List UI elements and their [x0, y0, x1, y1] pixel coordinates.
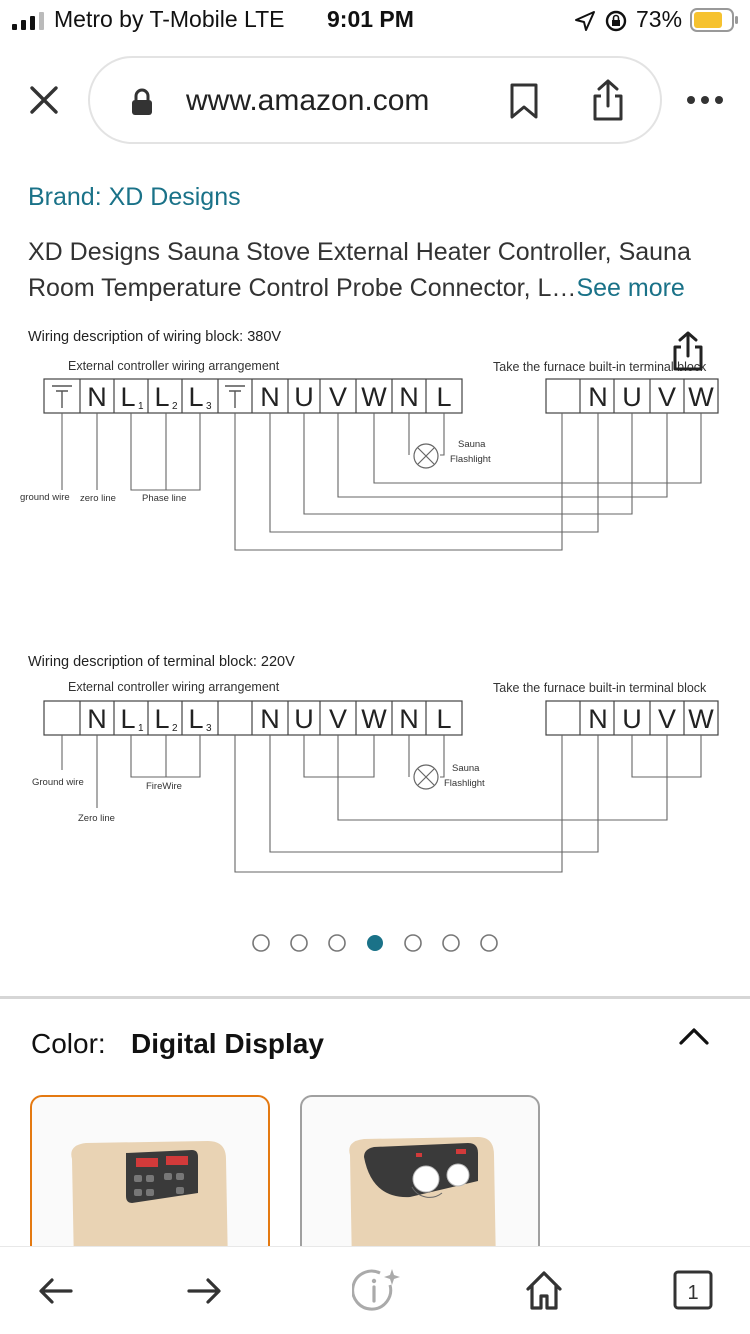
terminal-right-w: W	[688, 382, 714, 412]
close-icon[interactable]	[28, 84, 60, 116]
diagram-220v	[28, 654, 718, 872]
tab-count: 1	[687, 1282, 699, 1304]
firewire-label: FireWire	[146, 781, 182, 792]
terminal-n3: N	[399, 704, 419, 734]
terminal-n3: N	[399, 382, 419, 412]
status-bar	[0, 0, 750, 44]
location-icon	[574, 10, 596, 32]
terminal-l2-sub: 2	[172, 723, 178, 734]
rotation-lock-icon	[604, 9, 628, 33]
knob-controller-image	[302, 1097, 540, 1265]
terminal-right-u: U	[622, 704, 642, 734]
product-title-line-1: XD Designs Sauna Stove External Heater Controller, Sauna	[28, 238, 691, 266]
terminal-l3: L	[188, 704, 204, 734]
terminal-v: V	[328, 704, 348, 734]
signal-icon	[12, 12, 48, 30]
terminal-l: L	[436, 704, 452, 734]
carousel-dot[interactable]	[367, 935, 383, 951]
digital-controller-image	[32, 1097, 270, 1265]
product-title	[28, 234, 728, 306]
lock-icon	[130, 88, 154, 116]
url-text[interactable]: www.amazon.com	[186, 84, 430, 117]
terminal-w: W	[361, 704, 387, 734]
variant-value: Digital Display	[131, 1028, 324, 1059]
variant-swatch-digital-display[interactable]	[30, 1095, 270, 1265]
terminal-l2: L	[154, 704, 170, 734]
image-carousel-dots[interactable]	[0, 932, 750, 954]
zero-line-label: zero line	[80, 493, 116, 504]
sauna-lamp-label-2: Flashlight	[450, 454, 491, 465]
terminal-l3-sub: 3	[206, 401, 212, 412]
terminal-u: U	[294, 704, 314, 734]
carousel-dot[interactable]	[329, 935, 345, 951]
diagram-220v-right-caption: Take the furnace built-in terminal block	[493, 681, 707, 695]
diagram-380v	[20, 329, 718, 731]
variant-label: Color:	[31, 1028, 106, 1059]
terminal-l1: L	[120, 704, 136, 734]
terminal-n: N	[87, 704, 107, 734]
terminal-n: N	[87, 382, 107, 412]
phase-line-label: Phase line	[142, 493, 187, 504]
more-options-icon[interactable]	[686, 94, 724, 106]
browser-toolbar	[0, 1246, 750, 1334]
chevron-up-icon[interactable]	[678, 1026, 710, 1046]
sauna-lamp-label-2: Flashlight	[444, 778, 485, 789]
terminal-right-n: N	[588, 382, 608, 412]
terminal-right-v: V	[657, 704, 677, 734]
diagram-220v-left-caption: External controller wiring arrangement	[68, 680, 280, 694]
clock: 9:01 PM	[327, 6, 414, 32]
section-divider	[0, 996, 750, 999]
carousel-dot[interactable]	[405, 935, 421, 951]
terminal-l2: L	[154, 382, 170, 412]
product-title-line-2: Room Temperature Control Probe Connector, L…	[28, 274, 577, 302]
terminal-right-w: W	[688, 704, 714, 734]
battery-percent: 73%	[636, 6, 683, 32]
carousel-dot[interactable]	[253, 935, 269, 951]
ground-wire-label: ground wire	[20, 492, 70, 503]
terminal-right-v: V	[657, 382, 677, 412]
ground-wire-label: Ground wire	[32, 777, 84, 788]
terminal-l: L	[436, 382, 452, 412]
diagram-380v-heading: Wiring description of wiring block: 380V	[28, 329, 282, 345]
terminal-l3: L	[188, 382, 204, 412]
forward-arrow-icon[interactable]	[186, 1277, 222, 1305]
terminal-n2: N	[260, 704, 280, 734]
sauna-lamp-label-1: Sauna	[458, 439, 486, 450]
tabs-icon[interactable]	[672, 1269, 714, 1311]
terminal-n2: N	[260, 382, 280, 412]
terminal-right-u: U	[622, 382, 642, 412]
terminal-l1: L	[120, 382, 136, 412]
sauna-lamp-label-1: Sauna	[452, 763, 480, 774]
carousel-dot[interactable]	[443, 935, 459, 951]
carousel-dot[interactable]	[291, 935, 307, 951]
back-arrow-icon[interactable]	[38, 1277, 74, 1305]
terminal-l1-sub: 1	[138, 401, 144, 412]
see-more-link[interactable]: See more	[576, 274, 685, 302]
terminal-l2-sub: 2	[172, 401, 178, 412]
terminal-right-n: N	[588, 704, 608, 734]
diagram-220v-heading: Wiring description of terminal block: 220V	[28, 654, 295, 670]
image-share-icon[interactable]	[670, 330, 706, 372]
carrier-label: Metro by T-Mobile LTE	[54, 6, 285, 32]
zero-line-label: Zero line	[78, 813, 115, 824]
share-icon[interactable]	[590, 78, 626, 122]
terminal-v: V	[328, 382, 348, 412]
carousel-dot[interactable]	[481, 935, 497, 951]
terminal-u: U	[294, 382, 314, 412]
terminal-l1-sub: 1	[138, 723, 144, 734]
diagram-380v-left-caption: External controller wiring arrangement	[68, 359, 280, 373]
terminal-w: W	[361, 382, 387, 412]
battery-icon	[690, 8, 740, 34]
home-icon[interactable]	[524, 1269, 564, 1311]
diagram-380v-right-caption: Take the furnace built-in terminal block	[493, 360, 707, 374]
terminal-l3-sub: 3	[206, 723, 212, 734]
page-info-icon[interactable]	[352, 1267, 402, 1313]
product-image-wiring-diagram[interactable]	[0, 315, 750, 915]
address-bar[interactable]	[88, 56, 662, 144]
bookmark-icon[interactable]	[508, 82, 540, 120]
brand-link[interactable]: Brand: XD Designs	[28, 183, 241, 211]
variant-swatch-knob-control[interactable]	[300, 1095, 540, 1265]
